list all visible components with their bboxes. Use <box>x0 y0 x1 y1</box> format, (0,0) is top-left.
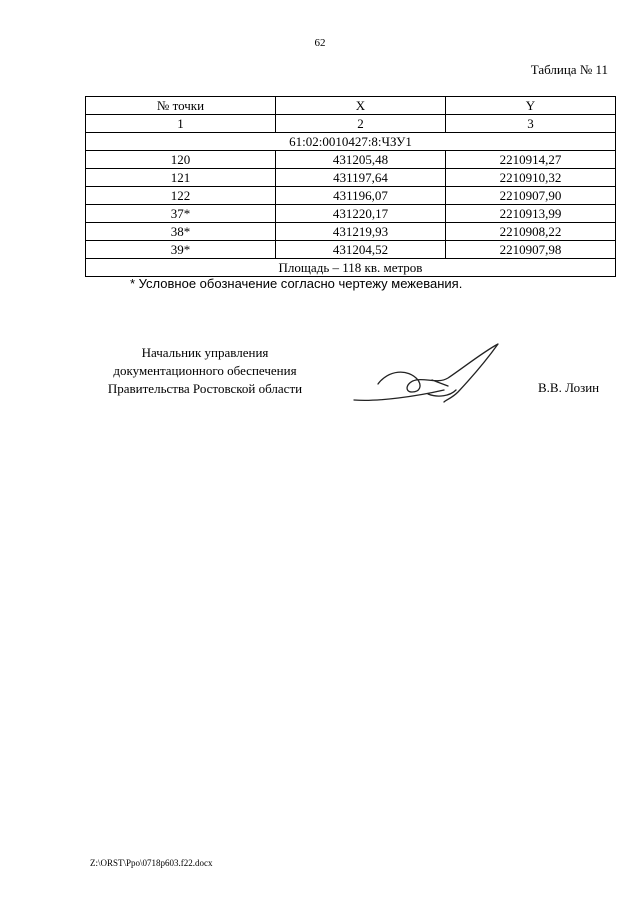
y-cell: 2210914,27 <box>446 151 616 169</box>
signer-title-line: Правительства Ростовской области <box>107 381 303 396</box>
point-number-cell: 120 <box>86 151 276 169</box>
area-row <box>86 259 616 277</box>
x-cell: 431204,52 <box>276 241 446 259</box>
footnote: * Условное обозначение согласно чертежу межевания. <box>130 276 463 291</box>
y-cell: 2210907,90 <box>446 187 616 205</box>
table-row <box>86 205 616 223</box>
point-number-cell: 121 <box>86 169 276 187</box>
area-total: Площадь – 118 кв. метров <box>86 259 616 277</box>
signer-name: В.В. Лозин <box>538 380 600 395</box>
column-number: 3 <box>446 115 616 133</box>
y-cell: 2210907,98 <box>446 241 616 259</box>
y-cell: 2210910,32 <box>446 169 616 187</box>
x-cell: 431219,93 <box>276 223 446 241</box>
header-y: Y <box>446 97 616 115</box>
signer-title-line: Начальник управления <box>141 345 269 360</box>
table-row <box>86 169 616 187</box>
cadastral-section-label: 61:02:0010427:8:ЧЗУ1 <box>86 133 616 151</box>
y-cell: 2210908,22 <box>446 223 616 241</box>
column-number: 2 <box>276 115 446 133</box>
table-row <box>86 223 616 241</box>
point-number-cell: 37* <box>86 205 276 223</box>
x-cell: 431220,17 <box>276 205 446 223</box>
y-cell: 2210913,99 <box>446 205 616 223</box>
column-number-row <box>86 115 616 133</box>
x-cell: 431197,64 <box>276 169 446 187</box>
signer-title <box>90 344 320 398</box>
point-number-cell: 39* <box>86 241 276 259</box>
file-path: Z:\ORST\Ppo\0718p603.f22.docx <box>90 858 213 868</box>
signature-image <box>348 340 508 410</box>
header-x: X <box>276 97 446 115</box>
x-cell: 431196,07 <box>276 187 446 205</box>
x-cell: 431205,48 <box>276 151 446 169</box>
section-row <box>86 133 616 151</box>
table-row <box>86 151 616 169</box>
coordinates-table <box>85 96 616 277</box>
signer-title-line: документационного обеспечения <box>113 363 297 378</box>
column-number: 1 <box>86 115 276 133</box>
table-caption: Таблица № 11 <box>530 62 608 77</box>
point-number-cell: 122 <box>86 187 276 205</box>
table-row <box>86 241 616 259</box>
header-point-number: № точки <box>86 97 276 115</box>
table-row <box>86 187 616 205</box>
point-number-cell: 38* <box>86 223 276 241</box>
header-row <box>86 97 616 115</box>
page-number: 62 <box>314 37 326 49</box>
